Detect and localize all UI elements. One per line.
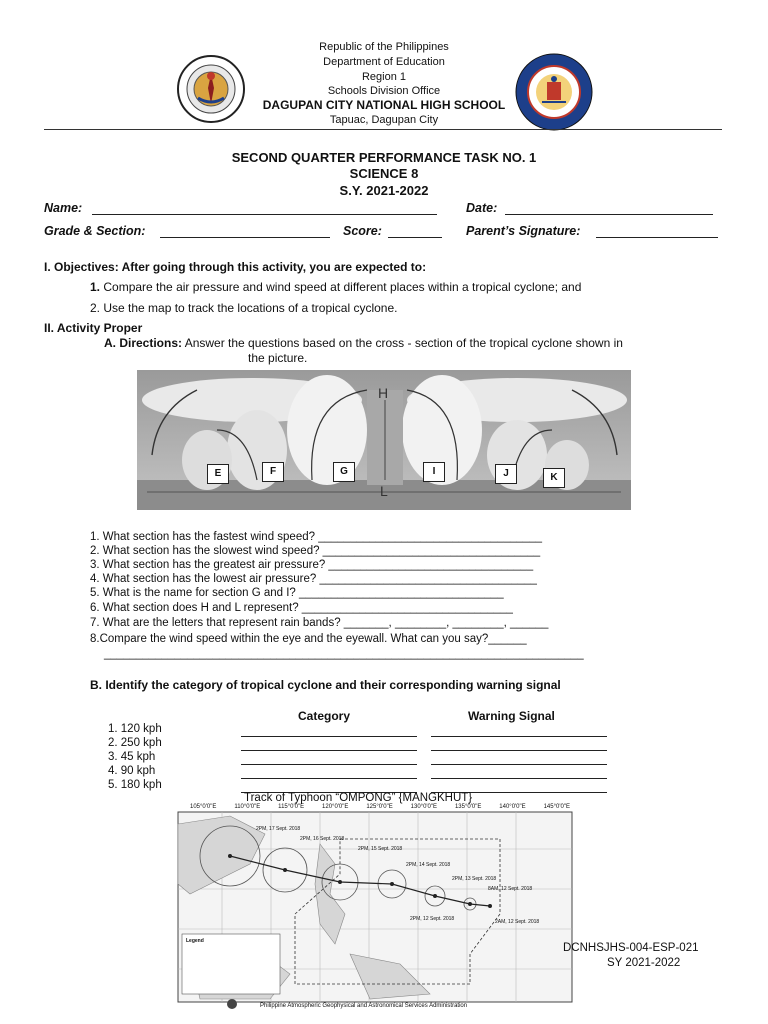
- tick-label: 145°0'0"E: [543, 804, 570, 810]
- directions-text: Answer the questions based on the cross - section of the tropical cyclone shown in: [184, 336, 623, 350]
- map-top-ticks: [190, 804, 570, 810]
- objective-item-2: 2. Use the map to track the locations of a tropical cyclone.: [90, 301, 398, 315]
- section-label-j: J: [495, 464, 517, 484]
- header-line-2: Department of Education: [323, 56, 445, 68]
- question-2: 2. What section has the slowest wind speed? __________________________________: [90, 545, 541, 557]
- tick-label: 120°0'0"E: [322, 804, 349, 810]
- section-label-e: E: [207, 464, 229, 484]
- header-line-1: Republic of the Philippines: [319, 41, 449, 53]
- tick-label: 115°0'0"E: [278, 804, 305, 810]
- category-answer-1[interactable]: [241, 736, 417, 737]
- track-label: 2PM, 17 Sept. 2018: [256, 826, 301, 832]
- question-1: 1. What section has the fastest wind speed? ___________________________________: [90, 531, 543, 543]
- directions-label: A. Directions:: [104, 336, 183, 350]
- signal-answer-1[interactable]: [431, 736, 607, 737]
- question-5: 5. What is the name for section G and I? ________________________________: [90, 587, 504, 599]
- objective-item-1-number: 1.: [90, 280, 101, 294]
- category-answer-4[interactable]: [241, 778, 417, 779]
- section-label-f: F: [262, 462, 284, 482]
- l-label: L: [380, 483, 388, 499]
- question-8: 8.Compare the wind speed within the eye and the eyewall. What can you say?______: [90, 633, 527, 645]
- track-label: 2AM, 12 Sept. 2018: [495, 919, 540, 925]
- category-row-3: 3. 45 kph: [108, 751, 156, 763]
- school-address: Tapuac, Dagupan City: [329, 114, 439, 126]
- name-label: Name:: [44, 201, 83, 215]
- warning-signal-column-header: Warning Signal: [468, 709, 555, 723]
- score-label: Score:: [343, 224, 382, 238]
- section-b-heading: B. Identify the category of tropical cyclone and their corresponding warning signal: [90, 678, 561, 692]
- track-label: 2PM, 13 Sept. 2018: [452, 876, 497, 882]
- track-label: 2PM, 14 Sept. 2018: [406, 862, 451, 868]
- header-divider: [44, 129, 722, 130]
- category-row-5: 5. 180 kph: [108, 779, 162, 791]
- section-label-g: G: [333, 462, 355, 482]
- category-row-2: 2. 250 kph: [108, 737, 162, 749]
- cyclone-image: [137, 370, 631, 510]
- category-answer-3[interactable]: [241, 764, 417, 765]
- parent-signature-field[interactable]: [596, 237, 718, 238]
- subject-title: SCIENCE 8: [349, 166, 419, 181]
- question-8-answer-line[interactable]: ___________________________________________________________________________: [104, 648, 584, 660]
- category-row-4: 4. 90 kph: [108, 765, 156, 777]
- header-line-3: Region 1: [361, 71, 407, 83]
- category-answer-2[interactable]: [241, 750, 417, 751]
- school-year-title: S.Y. 2021-2022: [339, 183, 429, 198]
- category-column-header: Category: [298, 709, 351, 723]
- activity-heading: II. Activity Proper: [44, 321, 143, 335]
- category-row-1: 1. 120 kph: [108, 723, 162, 735]
- date-label: Date:: [466, 201, 498, 215]
- tick-label: 110°0'0"E: [234, 804, 261, 810]
- map-legend-title: Legend: [186, 938, 204, 944]
- objectives-heading: I. Objectives: After going through this activity, you are expected to:: [44, 260, 427, 274]
- track-label: 2PM, 12 Sept. 2018: [410, 916, 455, 922]
- name-field[interactable]: [92, 214, 437, 215]
- question-3: 3. What section has the greatest air pressure? ________________________________: [90, 559, 534, 571]
- track-label: 2PM, 16 Sept. 2018: [300, 836, 345, 842]
- grade-section-field[interactable]: [160, 237, 330, 238]
- section-label-k: K: [543, 468, 565, 488]
- question-7: 7. What are the letters that represent rain bands? _______, ________, ________, ______: [90, 617, 549, 629]
- signal-answer-3[interactable]: [431, 764, 607, 765]
- header-line-4: Schools Division Office: [327, 85, 441, 97]
- grade-section-label: Grade & Section:: [44, 224, 146, 238]
- map-image: [170, 804, 580, 1014]
- h-label: H: [378, 385, 389, 401]
- typhoon-track-map: [170, 804, 580, 1014]
- track-label: 2PM, 15 Sept. 2018: [358, 846, 403, 852]
- tick-label: 130°0'0"E: [410, 804, 438, 810]
- tick-label: 140°0'0"E: [499, 804, 526, 810]
- directions-text-2: the picture.: [248, 351, 308, 365]
- school-name: DAGUPAN CITY NATIONAL HIGH SCHOOL: [262, 98, 506, 112]
- objective-item-1-text: Compare the air pressure and wind speed at different places within a tropical cyclone; and: [103, 280, 582, 294]
- question-6: 6. What section does H and L represent? _________________________________: [90, 602, 513, 614]
- section-label-i: I: [423, 462, 445, 482]
- track-label: 8AM, 12 Sept. 2018: [488, 886, 533, 892]
- signal-answer-4[interactable]: [431, 778, 607, 779]
- map-title: Track of Typhoon “OMPONG” {MANGKHUT}: [244, 792, 473, 804]
- question-4: 4. What section has the lowest air pressure? __________________________________: [90, 573, 537, 585]
- directions: [104, 336, 623, 350]
- map-agency: Philippine Atmospheric Geophysical and Astronomical Services Administration: [260, 1003, 468, 1009]
- score-field[interactable]: [388, 237, 442, 238]
- cyclone-cross-section-diagram: [137, 370, 631, 510]
- tick-label: 125°0'0"E: [366, 804, 393, 810]
- date-field[interactable]: [505, 214, 713, 215]
- footer-school-year: SY 2021-2022: [607, 957, 681, 969]
- tick-label: 135°0'0"E: [454, 804, 482, 810]
- signal-answer-2[interactable]: [431, 750, 607, 751]
- document-code: DCNHSJHS-004-ESP-021: [563, 942, 699, 954]
- objective-item-1: [90, 280, 581, 294]
- parent-signature-label: Parent’s Signature:: [466, 224, 581, 238]
- task-title: SECOND QUARTER PERFORMANCE TASK NO. 1: [231, 150, 537, 165]
- tick-label: 105°0'0"E: [190, 804, 217, 810]
